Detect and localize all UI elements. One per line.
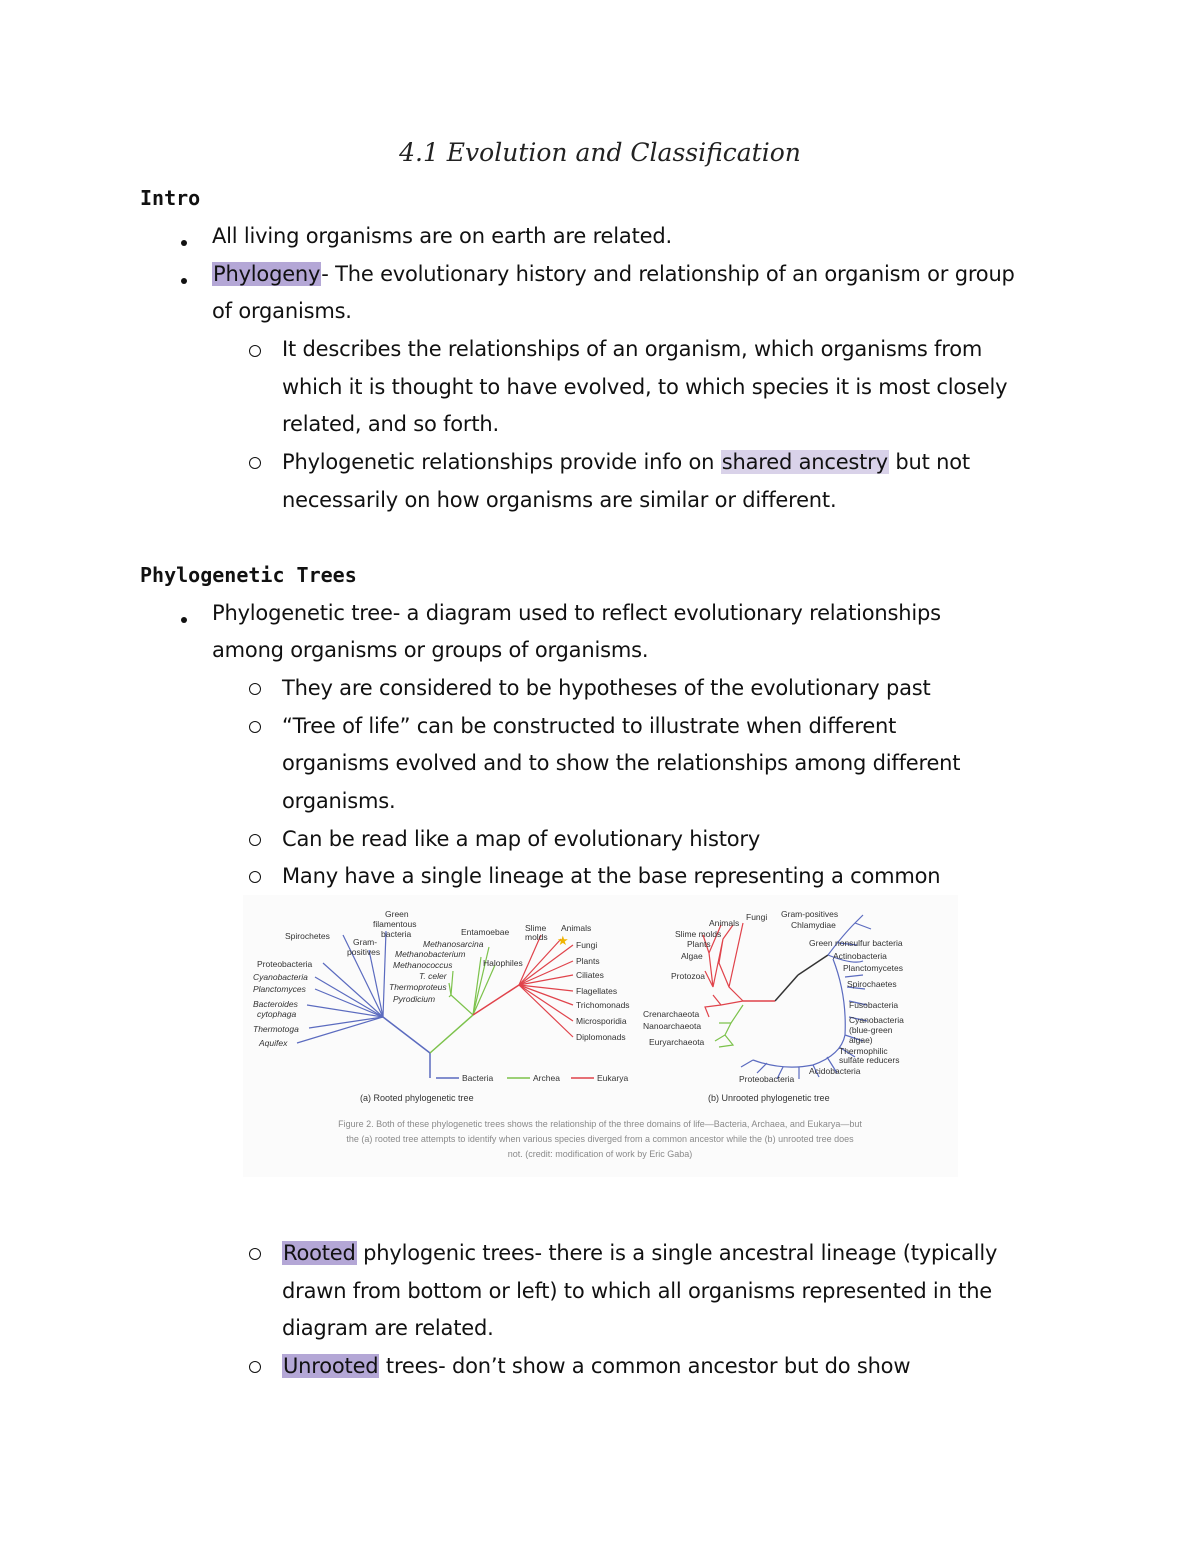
sub-bullet-circle [249, 457, 261, 469]
figure-caption-line-3: not. (credit: modification of work by Eric Gaba) [507, 1149, 693, 1159]
tree-label: Fungi [746, 912, 768, 922]
tree-label: Methanococcus [393, 960, 453, 970]
figure-caption-line-1: Figure 2. Both of these phylogenetic trees shows the relationship of the three domains of life—Bacteria, Archaea, and Eukarya—but [338, 1119, 862, 1129]
tree-label: Protozoa [671, 971, 706, 981]
intro-sub-1-line-2: which it is thought to have evolved, to which species it is most closely [282, 375, 1008, 399]
sub-bullet-circle [249, 345, 261, 357]
tree-label: Trichomonads [576, 1000, 630, 1010]
tree-label: filamentous [373, 919, 417, 929]
tree-label: Gram- [353, 937, 378, 947]
tree-label: Gram-positives [781, 909, 839, 919]
bullet-dot [181, 278, 187, 284]
trees-sub-4: Many have a single lineage at the base representing a common [282, 864, 941, 888]
tree-label: (blue-green [849, 1025, 893, 1035]
tree-label: Thermotoga [253, 1024, 299, 1034]
tree-label: Proteobacteria [257, 959, 313, 969]
highlight-unrooted: Unrooted [283, 1354, 379, 1378]
intro-sub-1-line-1: It describes the relationships of an organism, which organisms from [282, 337, 983, 361]
trees-sub-5-line-2: drawn from bottom or left) to which all organisms represented in the [282, 1279, 993, 1303]
trees-sub-5-line-1 [282, 1239, 997, 1267]
tree-label: Plants [576, 956, 600, 966]
tree-label: Planctomyces [253, 984, 306, 994]
tree-label: Microsporidia [576, 1016, 627, 1026]
intro-bullet-2 [212, 260, 1015, 288]
text-span: Phylogenetic relationships provide info on [282, 450, 721, 474]
tree-label: Actinobacteria [833, 951, 887, 961]
unrooted-caption: (b) Unrooted phylogenetic tree [708, 1093, 830, 1103]
tree-label: Slime molds [675, 929, 722, 939]
trees-sub-1: They are considered to be hypotheses of the evolutionary past [282, 676, 931, 700]
trees-sub-2-line-2: organisms evolved and to show the relationships among different [282, 751, 961, 775]
tree-label: Plants [687, 939, 711, 949]
trees-sub-6 [282, 1352, 910, 1380]
intro-bullet-1: All living organisms are on earth are related. [212, 224, 672, 248]
highlight-phylogeny: Phylogeny [213, 262, 321, 286]
tree-label: Diplomonads [576, 1032, 626, 1042]
tree-label: sulfate reducers [839, 1055, 900, 1065]
tree-label: Fungi [576, 940, 598, 950]
intro-sub-1-line-3: related, and so forth. [282, 412, 499, 436]
trees-bullet-1-line-2: among organisms or groups of organisms. [212, 638, 649, 662]
bullet-dot [181, 240, 187, 246]
section-heading-trees: Phylogenetic Trees [140, 563, 357, 587]
tree-label: algae) [849, 1035, 873, 1045]
tree-label: Crenarchaeota [643, 1009, 700, 1019]
tree-label: Euryarchaeota [649, 1037, 705, 1047]
tree-label: Proteobacteria [739, 1074, 795, 1084]
sub-bullet-circle [249, 871, 261, 883]
star-icon: ★ [557, 933, 569, 948]
tree-label: Halophiles [483, 958, 523, 968]
tree-label: bacteria [381, 929, 412, 939]
trees-bullet-1-line-1: Phylogenetic tree- a diagram used to reflect evolutionary relationships [212, 601, 941, 625]
tree-label: Nanoarchaeota [643, 1021, 702, 1031]
section-heading-intro: Intro [140, 186, 201, 210]
tree-label: Acidobacteria [809, 1066, 861, 1076]
text-span: trees- don’t show a common ancestor but do show [379, 1354, 911, 1378]
text-span: but not [888, 450, 970, 474]
sub-bullet-circle [249, 1248, 261, 1260]
tree-label: cytophaga [257, 1009, 297, 1019]
tree-label: Aquifex [259, 1038, 288, 1048]
intro-sub-2-line-1 [282, 448, 970, 476]
sub-bullet-circle [249, 721, 261, 733]
trees-sub-3: Can be read like a map of evolutionary history [282, 827, 761, 851]
tree-label: Chlamydiae [791, 920, 836, 930]
tree-label: Ciliates [576, 970, 604, 980]
bullet-dot [181, 617, 187, 623]
tree-label: Cyanobacteria [253, 972, 308, 982]
tree-label: Thermophilic [839, 1046, 888, 1056]
phylogenetic-trees-figure [243, 895, 958, 1177]
trees-sub-2-line-3: organisms. [282, 789, 396, 813]
tree-label: Green nonsulfur bacteria [809, 938, 903, 948]
intro-sub-2-line-2: necessarily on how organisms are similar or different. [282, 488, 837, 512]
tree-label: molds [525, 932, 548, 942]
text-span: - The evolutionary history and relationship of an organism or group [321, 262, 1015, 286]
trees-sub-5-line-3: diagram are related. [282, 1316, 494, 1340]
tree-label: T. celer [419, 971, 447, 981]
tree-label: Algae [681, 951, 703, 961]
tree-label: Animals [561, 923, 592, 933]
page-title: 4.1 Evolution and Classification [399, 138, 801, 167]
intro-bullet-2-cont: of organisms. [212, 299, 352, 323]
sub-bullet-circle [249, 1361, 261, 1373]
tree-label: Spirochetes [285, 931, 330, 941]
tree-label: Methanosarcina [423, 939, 484, 949]
tree-label: Entamoebae [461, 927, 510, 937]
tree-label: Spirochaetes [847, 979, 897, 989]
highlight-shared-ancestry: shared ancestry [721, 450, 888, 474]
trees-sub-2-line-1: “Tree of life” can be constructed to illustrate when different [282, 714, 897, 738]
figure-caption-line-2: the (a) rooted tree attempts to identify when various species diverged from a common ancestor while the (b) unrooted tree does [346, 1134, 854, 1144]
tree-label: Fusobacteria [849, 1000, 899, 1010]
tree-label: Slime [525, 923, 547, 933]
rooted-caption: (a) Rooted phylogenetic tree [360, 1093, 474, 1103]
tree-label: Pyrodicium [393, 994, 436, 1004]
tree-label: Green [385, 909, 409, 919]
tree-label: positives [347, 947, 381, 957]
tree-label: Thermoproteus [389, 982, 447, 992]
legend-label: Archea [533, 1073, 560, 1083]
tree-label: Flagellates [576, 986, 618, 996]
legend-label: Bacteria [462, 1073, 494, 1083]
highlight-rooted: Rooted [283, 1241, 356, 1265]
tree-label: Bacteroides [253, 999, 298, 1009]
tree-label: Cyanobacteria [849, 1015, 904, 1025]
sub-bullet-circle [249, 683, 261, 695]
text-span: phylogenic trees- there is a single ancestral lineage (typically [356, 1241, 998, 1265]
sub-bullet-circle [249, 834, 261, 846]
tree-label: Methanobacterium [395, 949, 466, 959]
legend-label: Eukarya [597, 1073, 629, 1083]
tree-label: Planctomycetes [843, 963, 903, 973]
tree-label: Animals [709, 918, 740, 928]
